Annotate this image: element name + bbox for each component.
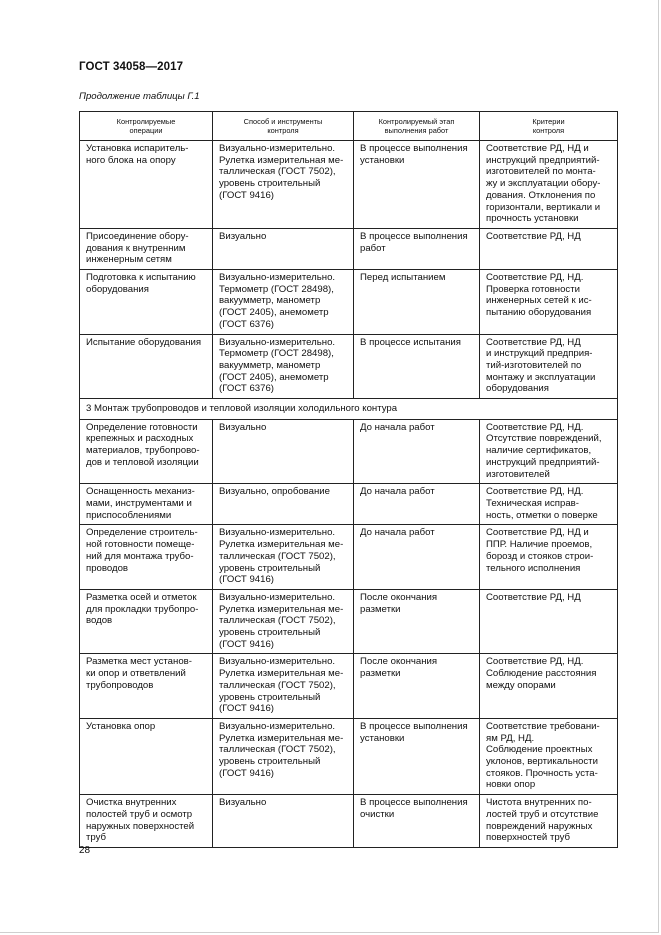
cell-stage: В процессе выполнения работ <box>354 228 480 269</box>
cell-stage: До начала работ <box>354 484 480 525</box>
cell-method: Визуально <box>213 228 354 269</box>
table-row <box>80 228 618 269</box>
cell-criteria: Соответствие РД, НД. Отсутствие повреждений, наличие сертификатов, инструкций предприятий- изготовителей <box>480 419 618 484</box>
cell-stage: В процессе выполнения установки <box>354 141 480 229</box>
cell-criteria: Соответствие требовани- ям РД, НД. Соблюдение проектных уклонов, вертикальности стояков. Прочность уста- новки опор <box>480 718 618 794</box>
col-header-stage: Контролируемый этап выполнения работ <box>354 112 480 141</box>
cell-criteria: Соответствие РД, НД. Техническая исправ- ность, отметки о поверке <box>480 484 618 525</box>
cell-stage: До начала работ <box>354 525 480 590</box>
cell-criteria: Соответствие РД, НД. Проверка готовности инженерных сетей к ис- пытанию оборудования <box>480 270 618 335</box>
cell-operation: Очистка внутренних полостей труб и осмотр наружных поверхностей труб <box>80 795 213 848</box>
cell-method: Визуально-измерительно. Рулетка измерительная ме- таллическая (ГОСТ 7502), уровень строительный (ГОСТ 9416) <box>213 718 354 794</box>
cell-criteria: Соответствие РД, НД и ППР. Наличие проемов, борозд и стояков строи- тельного исполнения <box>480 525 618 590</box>
table-row <box>80 654 618 719</box>
table-header <box>80 112 618 141</box>
cell-criteria: Соответствие РД, НД и инструкций предприятий- изготовителей по монта- жу и эксплуатации обору- дования. Отклонения по горизонтали, вертикали и прочность установки <box>480 141 618 229</box>
header-row <box>80 112 618 141</box>
cell-method: Визуально-измерительно. Термометр (ГОСТ 28498), вакуумметр, манометр (ГОСТ 2405), анемометр (ГОСТ 6376) <box>213 270 354 335</box>
cell-method: Визуально-измерительно. Рулетка измерительная ме- таллическая (ГОСТ 7502), уровень строительный (ГОСТ 9416) <box>213 589 354 654</box>
table-caption: Продолжение таблицы Г.1 <box>79 91 200 102</box>
cell-criteria: Соответствие РД, НД и инструкций предприя- тий-изготовителей по монтажу и эксплуатации оборудования <box>480 334 618 399</box>
col-header-operations: Контролируемые операции <box>80 112 213 141</box>
table-row <box>80 141 618 229</box>
cell-method: Визуально-измерительно. Рулетка измерительная ме- таллическая (ГОСТ 7502), уровень строительный (ГОСТ 9416) <box>213 654 354 719</box>
cell-method: Визуально, опробование <box>213 484 354 525</box>
cell-stage: Перед испытанием <box>354 270 480 335</box>
cell-criteria: Соответствие РД, НД <box>480 228 618 269</box>
table-row <box>80 419 618 484</box>
cell-stage: В процессе выполнения установки <box>354 718 480 794</box>
col-header-methods: Способ и инструменты контроля <box>213 112 354 141</box>
cell-stage: В процессе испытания <box>354 334 480 399</box>
cell-stage: В процессе выполнения очистки <box>354 795 480 848</box>
cell-criteria: Соответствие РД, НД. Соблюдение расстояния между опорами <box>480 654 618 719</box>
cell-method: Визуально-измерительно. Рулетка измерительная ме- таллическая (ГОСТ 7502), уровень строительный (ГОСТ 9416) <box>213 525 354 590</box>
cell-method: Визуально <box>213 419 354 484</box>
table-body <box>80 141 618 848</box>
cell-method: Визуально-измерительно. Рулетка измерительная ме- таллическая (ГОСТ 7502), уровень строительный (ГОСТ 9416) <box>213 141 354 229</box>
section-title: 3 Монтаж трубопроводов и тепловой изоляции холодильного контура <box>80 399 618 420</box>
cell-stage: До начала работ <box>354 419 480 484</box>
table-row <box>80 334 618 399</box>
cell-operation: Подготовка к испытанию оборудования <box>80 270 213 335</box>
cell-operation: Разметка мест установ- ки опор и ответвлений трубопроводов <box>80 654 213 719</box>
document-header: ГОСТ 34058—2017 <box>79 61 184 73</box>
table-row <box>80 718 618 794</box>
cell-operation: Установка опор <box>80 718 213 794</box>
cell-operation: Определение готовности крепежных и расходных материалов, трубопрово- дов и тепловой изоляции <box>80 419 213 484</box>
cell-method: Визуально <box>213 795 354 848</box>
table-row <box>80 525 618 590</box>
cell-operation: Испытание оборудования <box>80 334 213 399</box>
control-table <box>79 111 618 848</box>
cell-criteria: Чистота внутренних по- лостей труб и отсутствие повреждений наружных поверхностей труб <box>480 795 618 848</box>
table-row <box>80 589 618 654</box>
table-row <box>80 270 618 335</box>
table-row <box>80 795 618 848</box>
page-number: 28 <box>79 845 91 856</box>
cell-stage: После окончания разметки <box>354 589 480 654</box>
cell-operation: Определение строитель- ной готовности помеще- ний для монтажа трубо- проводов <box>80 525 213 590</box>
cell-operation: Присоединение обору- дования к внутренним инженерным сетям <box>80 228 213 269</box>
cell-stage: После окончания разметки <box>354 654 480 719</box>
table-row <box>80 484 618 525</box>
cell-operation: Оснащенность механиз- мами, инструментами и приспособлениями <box>80 484 213 525</box>
section-row <box>80 399 618 420</box>
cell-operation: Установка испаритель- ного блока на опору <box>80 141 213 229</box>
cell-operation: Разметка осей и отметок для прокладки трубопро- водов <box>80 589 213 654</box>
col-header-criteria: Критерии контроля <box>480 112 618 141</box>
cell-criteria: Соответствие РД, НД <box>480 589 618 654</box>
cell-method: Визуально-измерительно. Термометр (ГОСТ 28498), вакуумметр, манометр (ГОСТ 2405), анемометр (ГОСТ 6376) <box>213 334 354 399</box>
